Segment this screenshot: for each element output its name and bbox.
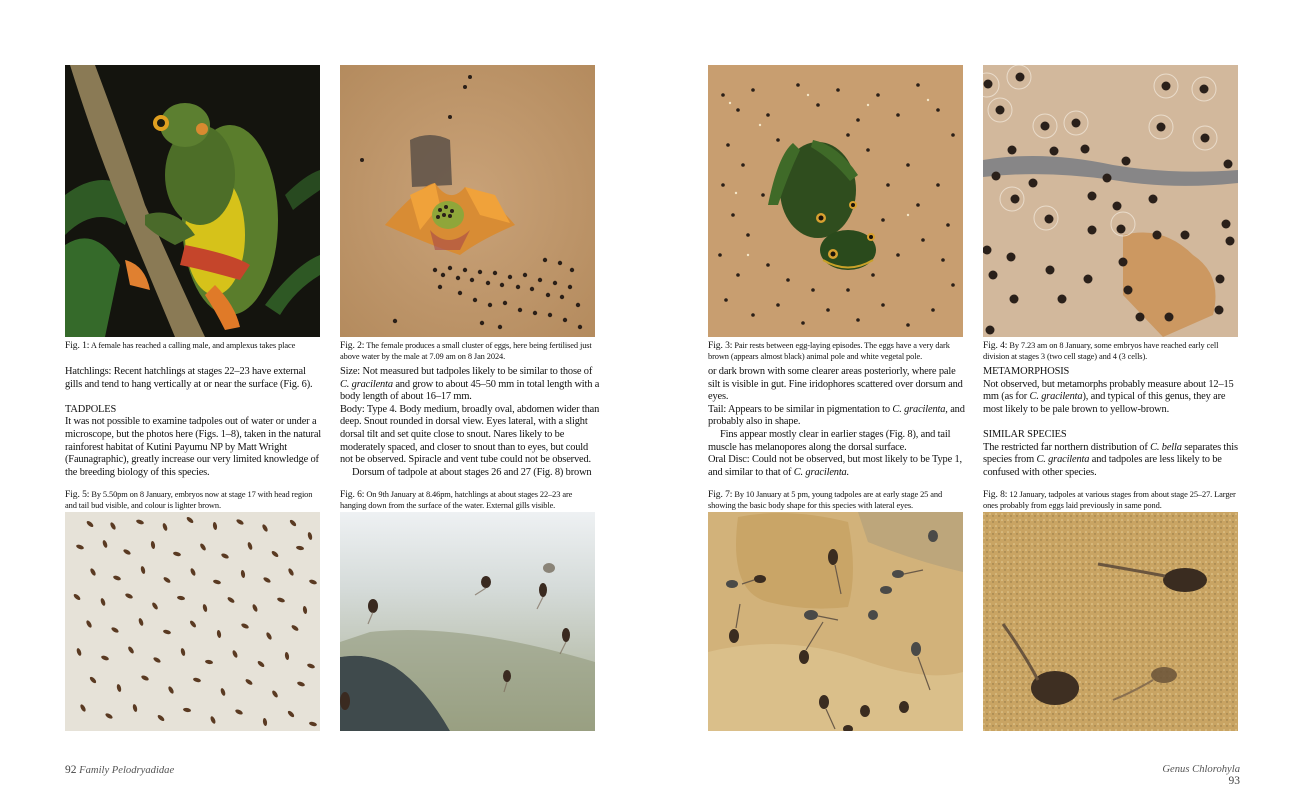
tail-text: Tail: Appears to be similar in pigmentation to <box>708 403 893 415</box>
species-name: C. gracilenta <box>340 378 393 390</box>
fig2-photo-frog-eggs <box>340 65 595 337</box>
species-name: C. gracilenta <box>1029 391 1083 403</box>
fins-paragraph: Fins appear mostly clear in earlier stages (Fig. 8), and tail muscle has melanopores along the dorsal surface. <box>708 428 951 453</box>
fig8-caption-text: 12 January, tadpoles at various stages from about stage 25–27. Larger ones probably from eggs laid previously in same pond. <box>983 490 1236 510</box>
fig1-caption-text: A female has reached a calling male, and amplexus takes place <box>90 341 296 350</box>
species-name: C. gracilenta <box>1036 454 1090 466</box>
running-head-left: Family Pelodryadidae <box>79 765 175 776</box>
fig5-caption <box>65 489 325 511</box>
left-column2-text <box>340 366 600 479</box>
fig5-label: Fig. 5: <box>65 489 90 500</box>
right-folio <box>1152 764 1240 787</box>
right-column4-text <box>983 366 1243 479</box>
tadpoles-heading: TADPOLES <box>65 403 117 415</box>
left-column1-text <box>65 366 325 479</box>
dorsum-continued-paragraph: or dark brown with some clearer areas posteriorly, where pale silt is visible in gut. Fine iridophores scattered over dorsum and eyes. <box>708 366 963 403</box>
tadpoles-paragraph: It was not possible to examine tadpoles out of water or under a microscope, but the photos here (Figs. 1–8), taken in the natural rainforest habitat of Kutini Payumu NP by Matt Wright (Faunagraphic), greatly increase our very limited knowledge of the breeding biology of this species. <box>65 416 322 478</box>
body-paragraph: Body: Type 4. Body medium, broadly oval, abdomen wider than deep. Snout rounded in dorsal view. Eyes lateral, with a slight dorsal tilt and set quite close to snout. Nares likely to be moderately spaced, and closer to snout than to eyes, but could not be observed. Spiracle and vent tube could not be observed. <box>340 403 600 466</box>
fig8-caption <box>983 489 1243 511</box>
fig6-label: Fig. 6: <box>340 489 365 500</box>
fig4-photo-egg-cell-division <box>983 65 1238 337</box>
fig8-photo-tadpoles-sand <box>983 512 1238 731</box>
fig7-caption <box>708 489 968 511</box>
fig3-caption <box>708 340 968 362</box>
fig4-caption-text: By 7.23 am on 8 January, some embryos have reached early cell division at stages 3 (two cell stage) and 4 (3 cells). <box>983 341 1219 361</box>
similar-species-paragraph <box>983 442 1243 480</box>
metamorphosis-paragraph <box>983 379 1243 417</box>
species-name: C. gracilenta. <box>793 466 850 478</box>
fig7-photo-young-tadpoles <box>708 512 963 731</box>
similar-text-cont: and tadpoles are less likely to be confused with other species. <box>983 454 1222 478</box>
fig6-caption-text: On 9th January at 8.46pm, hatchlings at about stages 22–23 are hanging down from the surface of the water. External gills visible. <box>340 490 573 510</box>
fig5-caption-text: By 5.50pm on 8 January, embryos now at stage 17 with head region and tail bud visible, and colour is lighter brown. <box>65 490 313 510</box>
oral-disc-text: Oral Disc: Could not be observed, but most likely to be Type 1, and similar to that of <box>708 454 962 478</box>
metamorphosis-text: Not observed, but metamorphs probably measure about 12–15 mm (as for <box>983 378 1234 403</box>
tail-text-cont: and probably also in shape. <box>708 403 965 428</box>
hatchlings-paragraph: Hatchlings: Recent hatchlings at stages 22–23 have external gills and tend to hang vertically at or near the surface (Fig. 6). <box>65 366 313 390</box>
fig7-caption-text: By 10 January at 5 pm, young tadpoles are at early stage 25 and showing the basic body shape for this species with lateral eyes. <box>708 490 943 510</box>
oral-disc-paragraph <box>708 454 968 479</box>
fig3-photo-frog-pair-eggs <box>708 65 963 337</box>
fig3-label: Fig. 3: <box>708 340 733 351</box>
size-paragraph <box>340 366 600 404</box>
running-head-right: Genus Chlorohyla <box>1162 764 1240 775</box>
species-name: C. gracilenta, <box>892 403 948 415</box>
page-number-left: 92 <box>65 764 77 776</box>
right-column3-text <box>708 366 968 479</box>
similar-species-heading: SIMILAR SPECIES <box>983 428 1067 440</box>
size-text-cont: and grow to about 45–50 mm in total length with a body length of about 16–17 mm. <box>340 378 600 403</box>
similar-text-mid: separates this species from <box>983 441 1238 466</box>
fig4-caption <box>983 340 1243 362</box>
fig1-label: Fig. 1: <box>65 340 90 351</box>
fig2-caption-text: The female produces a small cluster of eggs, here being fertilised just above water by the male at 7.09 am on 8 Jan 2024. <box>340 341 592 361</box>
fig4-label: Fig. 4: <box>983 340 1008 351</box>
species-name: C. bella <box>1150 441 1182 453</box>
fig3-caption-text: Pair rests between egg-laying episodes. The eggs have a very dark brown (appears almost black) animal pole and white vegetal pole. <box>708 341 950 361</box>
similar-text: The restricted far northern distribution of <box>983 441 1151 453</box>
fig6-photo-hatchlings <box>340 512 595 731</box>
fig6-caption <box>340 489 600 511</box>
fig7-label: Fig. 7: <box>708 489 733 500</box>
fig1-photo-frogs-amplexus <box>65 65 320 337</box>
right-page <box>652 0 1304 811</box>
fig5-photo-embryos <box>65 512 320 731</box>
size-text: Size: Not measured but tadpoles likely to be similar to those of <box>340 366 593 377</box>
fig2-label: Fig. 2: <box>340 340 365 351</box>
tail-paragraph <box>708 404 968 429</box>
page-number-right: 93 <box>1228 775 1240 787</box>
fig2-caption <box>340 340 600 362</box>
dorsum-paragraph: Dorsum of tadpole at about stages 26 and 27 (Fig. 8) brown <box>352 466 592 478</box>
fig1-caption <box>65 340 325 351</box>
metamorphosis-text-cont: ), and typical of this genus, they are most likely to be pale brown to yellow-brown. <box>983 391 1226 415</box>
metamorphosis-heading: METAMORPHOSIS <box>983 366 1070 377</box>
left-folio <box>65 764 174 776</box>
fig8-label: Fig. 8: <box>983 489 1008 500</box>
